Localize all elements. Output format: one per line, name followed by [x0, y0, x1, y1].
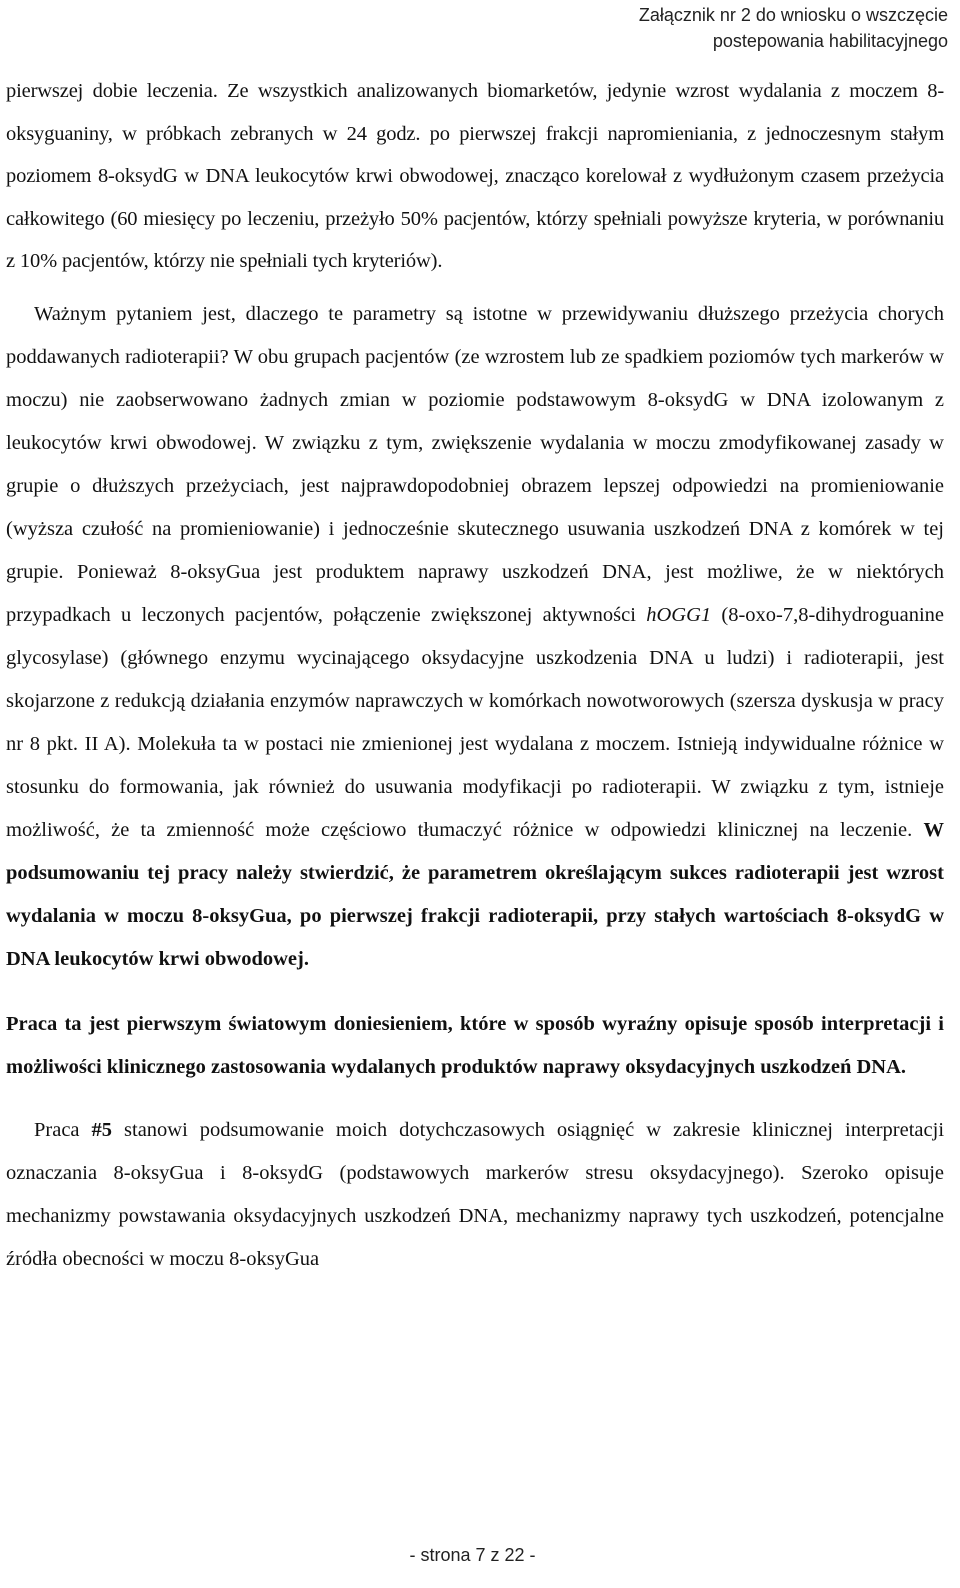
page-header: [528, 2, 948, 54]
paragraph-2-summary-bold: W podsumowaniu tej pracy należy stwierdzić, że parametrem określającym sukces radioterapii jest wzrost wydalania w moczu 8-oksyGua, po pierwszej frakcji radioterapii, przy stałych wartościach 8-oksydG w DNA leukocytów krwi obwodowej.: [6, 818, 945, 970]
paragraph-2: [6, 293, 944, 981]
paragraph-3-bold: Praca ta jest pierwszym światowym doniesieniem, które w sposób wyraźny opisuje sposób interpretacji i możliwości klinicznego zastosowania wydalanych produktów naprawy oksydacyjnych uszkodzeń DNA.: [6, 1012, 944, 1078]
header-line-2: postepowania habilitacyjnego: [712, 31, 948, 51]
paragraph-2-text-a: Ważnym pytaniem jest, dlaczego te parametry są istotne w przewidywaniu dłuższego przeżycia chorych poddawanych radioterapii? W obu grupach pacjentów (ze wzrostem lub ze spadkiem poziomów tych markerów w moczu) nie zaobserwowano żadnych zmian w poziomie podstawowym 8-oksydG w DNA izolowanym z leukocytów krwi obwodowej. W związku z tym, zwiększenie wydalania w moczu zmodyfikowanej zasady w grupie o dłuższych przeżyciach, jest najprawdopodobniej obrazem lepszej odpowiedzi na promieniowanie (wyższa czułość na promieniowanie) i jednocześnie skutecznego usuwania uszkodzeń DNA z komórek w tej grupie. Ponieważ 8-oksyGua jest produktem naprawy uszkodzeń DNA, jest możliwe, że w niektórych przypadkach u leczonych pacjentów, połączenie zwiększonej aktywności: [6, 302, 944, 626]
page-number-footer: - strona 7 z 22 -: [409, 1545, 536, 1565]
paragraph-2-text-b: (8-oxo-7,8-dihydroguanine glycosylase) (głównego enzymu wycinającego oksydacyjne uszkodzenia DNA u ludzi) i radioterapii, jest skojarzone z redukcją działania enzymów naprawczych w komórkach nowotworowych (szersza dyskusja w pracy nr 8 pkt. II A). Molekuła ta w postaci nie zmienionej jest wydalana z moczem. Istnieją indywidualne różnice w stosunku do formowania, jak również do usuwania modyfikacji po radioterapii. W związku z tym, istnieje możliwość, że ta zmienność może częściowo tłumaczyć różnice w odpowiedzi klinicznej na leczenie.: [6, 603, 945, 841]
gene-name-italic: hOGG1: [646, 603, 712, 626]
paragraph-4-text-a: Praca: [34, 1118, 80, 1141]
paragraph-4-text-b: stanowi podsumowanie moich dotychczasowych osiągnięć w zakresie klinicznej interpretacji oznaczania 8-oksyGua i 8-oksydG (podstawowych markerów stresu oksydacyjnego). Szeroko opisuje mechanizmy powstawania oksydacyjnych uszkodzeń DNA, mechanizmy naprawy tych uszkodzeń, potencjalne źródła obecności w moczu 8-oksyGua: [6, 1118, 945, 1270]
document-body: [6, 70, 944, 1281]
header-line-1: Załącznik nr 2 do wniosku o wszczęcie: [638, 5, 948, 25]
paragraph-4: [6, 1109, 944, 1281]
paragraph-1: pierwszej dobie leczenia. Ze wszystkich analizowanych biomarketów, jedynie wzrost wydalania z moczem 8-oksyguaniny, w próbkach zebranych w 24 godz. po pierwszej frakcji napromieniania, z jednoczesnym stałym poziomem 8-oksydG w DNA leukocytów krwi obwodowej, znacząco korelował z wydłużonym czasem przeżycia całkowitego (60 miesięcy po leczeniu, przeżyło 50% pacjentów, którzy spełniali powyższe kryteria, w porównaniu z 10% pacjentów, którzy nie spełniali tych kryteriów).: [6, 80, 944, 272]
paper-number-bold: #5: [91, 1118, 113, 1141]
